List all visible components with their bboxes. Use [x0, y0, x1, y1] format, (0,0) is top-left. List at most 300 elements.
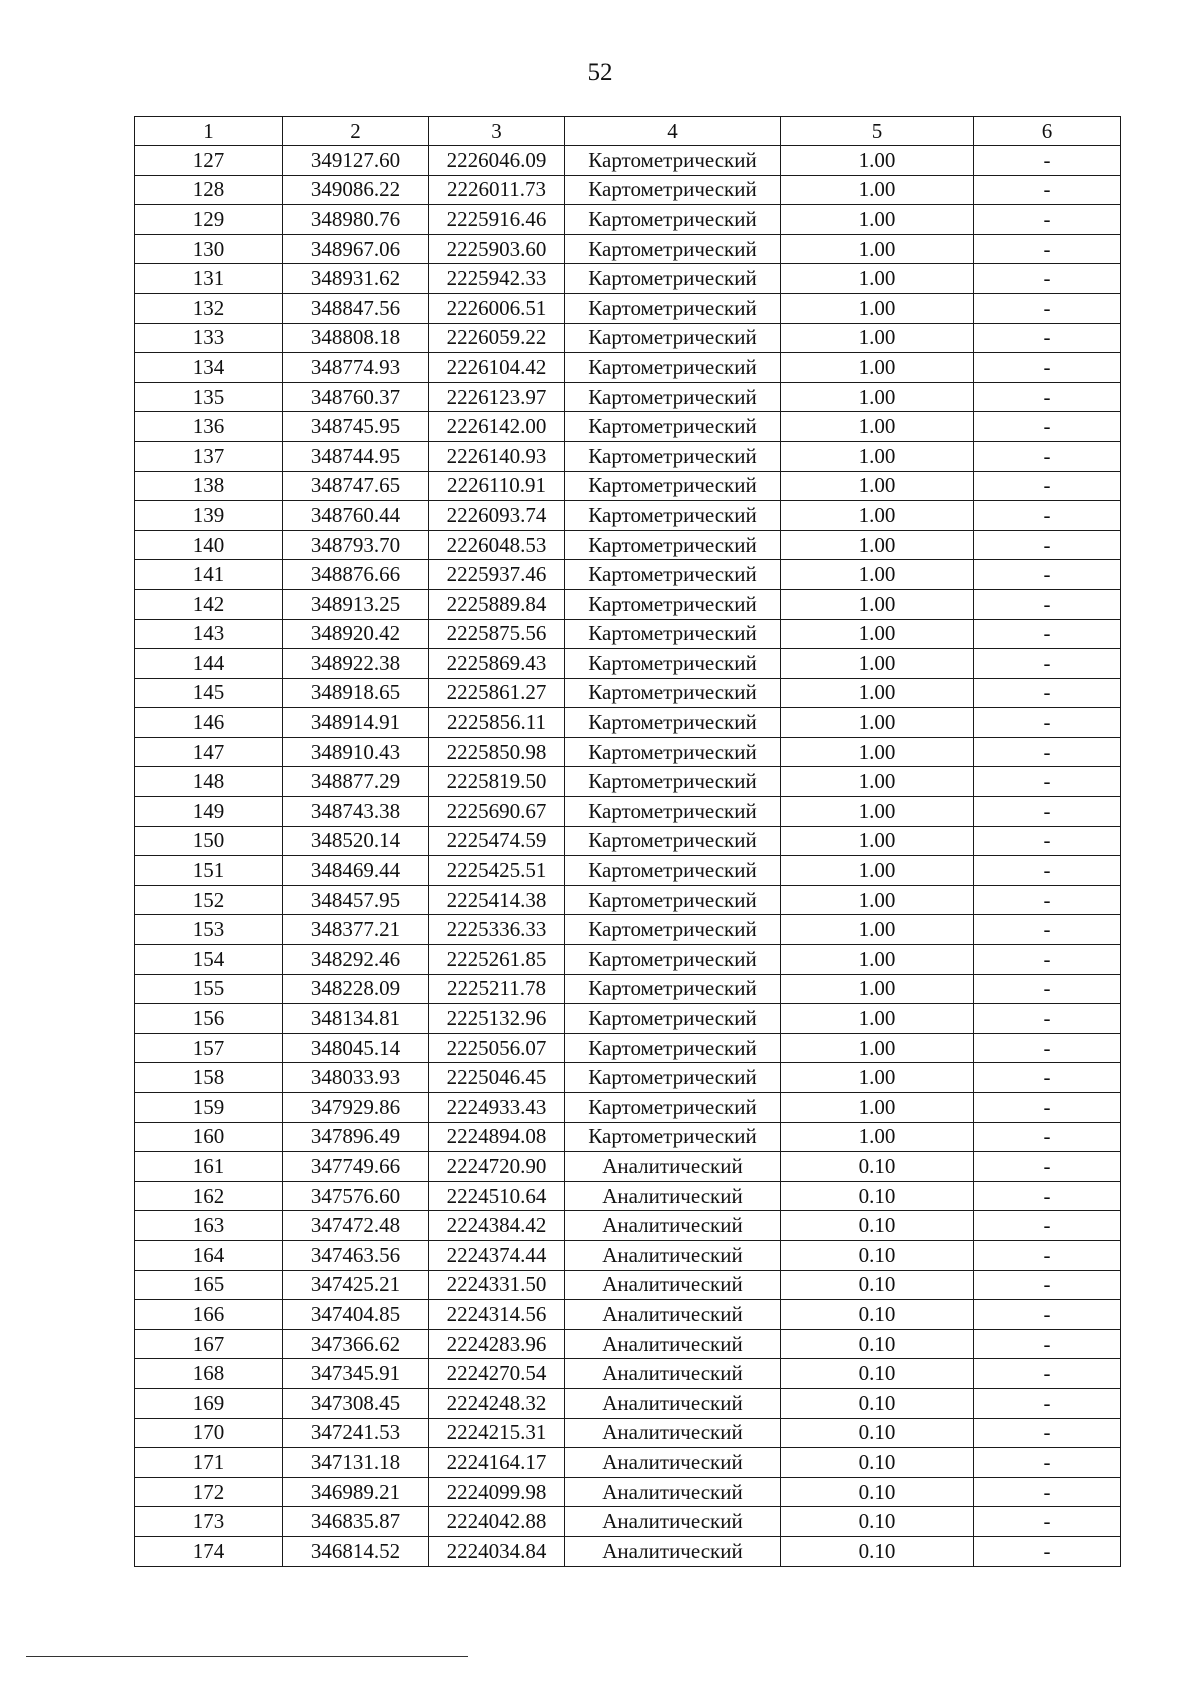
- cell-description: -: [974, 1211, 1121, 1241]
- table-row: [135, 797, 1121, 827]
- cell-description: -: [974, 678, 1121, 708]
- cell-description: -: [974, 1477, 1121, 1507]
- cell-y: 2226011.73: [429, 175, 565, 205]
- cell-method: Аналитический: [565, 1181, 781, 1211]
- cell-description: -: [974, 915, 1121, 945]
- cell-method: Картометрический: [565, 205, 781, 235]
- cell-y: 2224374.44: [429, 1240, 565, 1270]
- cell-x: 348744.95: [283, 441, 429, 471]
- cell-accuracy: 1.00: [781, 205, 974, 235]
- cell-y: 2225261.85: [429, 945, 565, 975]
- cell-accuracy: 1.00: [781, 471, 974, 501]
- header-cell-method: 4: [565, 117, 781, 146]
- cell-x: 347472.48: [283, 1211, 429, 1241]
- cell-y: 2226059.22: [429, 323, 565, 353]
- cell-method: Картометрический: [565, 234, 781, 264]
- cell-method: Картометрический: [565, 619, 781, 649]
- cell-point-number: 141: [135, 560, 283, 590]
- cell-y: 2224510.64: [429, 1181, 565, 1211]
- table-row: [135, 1300, 1121, 1330]
- cell-y: 2225916.46: [429, 205, 565, 235]
- table-row: [135, 353, 1121, 383]
- cell-y: 2224720.90: [429, 1152, 565, 1182]
- cell-method: Картометрический: [565, 826, 781, 856]
- cell-x: 348134.81: [283, 1004, 429, 1034]
- cell-description: -: [974, 1418, 1121, 1448]
- cell-x: 347896.49: [283, 1122, 429, 1152]
- cell-x: 349086.22: [283, 175, 429, 205]
- cell-x: 348760.37: [283, 382, 429, 412]
- cell-method: Аналитический: [565, 1359, 781, 1389]
- cell-x: 348922.38: [283, 649, 429, 679]
- cell-x: 347404.85: [283, 1300, 429, 1330]
- cell-point-number: 157: [135, 1033, 283, 1063]
- cell-accuracy: 1.00: [781, 1063, 974, 1093]
- cell-accuracy: 1.00: [781, 323, 974, 353]
- cell-y: 2224331.50: [429, 1270, 565, 1300]
- cell-y: 2224248.32: [429, 1388, 565, 1418]
- cell-method: Картометрический: [565, 767, 781, 797]
- cell-method: Картометрический: [565, 885, 781, 915]
- table-row: [135, 737, 1121, 767]
- cell-x: 347131.18: [283, 1448, 429, 1478]
- cell-x: 347929.86: [283, 1093, 429, 1123]
- table-row: [135, 293, 1121, 323]
- cell-description: -: [974, 1181, 1121, 1211]
- cell-point-number: 136: [135, 412, 283, 442]
- cell-description: -: [974, 323, 1121, 353]
- cell-method: Картометрический: [565, 412, 781, 442]
- cell-x: 348033.93: [283, 1063, 429, 1093]
- cell-point-number: 165: [135, 1270, 283, 1300]
- cell-point-number: 168: [135, 1359, 283, 1389]
- cell-method: Картометрический: [565, 323, 781, 353]
- table-row: [135, 1270, 1121, 1300]
- cell-point-number: 155: [135, 974, 283, 1004]
- cell-description: -: [974, 1004, 1121, 1034]
- cell-description: -: [974, 501, 1121, 531]
- table-row: [135, 945, 1121, 975]
- cell-x: 348876.66: [283, 560, 429, 590]
- cell-x: 348747.65: [283, 471, 429, 501]
- table-row: [135, 234, 1121, 264]
- cell-method: Картометрический: [565, 797, 781, 827]
- cell-point-number: 147: [135, 737, 283, 767]
- cell-method: Картометрический: [565, 1004, 781, 1034]
- cell-method: Аналитический: [565, 1300, 781, 1330]
- cell-description: -: [974, 441, 1121, 471]
- table-row: [135, 1033, 1121, 1063]
- cell-x: 348913.25: [283, 589, 429, 619]
- cell-x: 348847.56: [283, 293, 429, 323]
- table-row: [135, 1152, 1121, 1182]
- cell-description: -: [974, 471, 1121, 501]
- cell-x: 348980.76: [283, 205, 429, 235]
- cell-method: Аналитический: [565, 1536, 781, 1566]
- cell-method: Картометрический: [565, 649, 781, 679]
- header-cell-y: 3: [429, 117, 565, 146]
- cell-method: Картометрический: [565, 678, 781, 708]
- cell-point-number: 142: [135, 589, 283, 619]
- table-row: [135, 826, 1121, 856]
- table-row: [135, 1507, 1121, 1537]
- cell-y: 2225869.43: [429, 649, 565, 679]
- cell-point-number: 156: [135, 1004, 283, 1034]
- cell-accuracy: 0.10: [781, 1507, 974, 1537]
- cell-y: 2225850.98: [429, 737, 565, 767]
- cell-description: -: [974, 382, 1121, 412]
- cell-point-number: 160: [135, 1122, 283, 1152]
- table-row: [135, 323, 1121, 353]
- cell-point-number: 162: [135, 1181, 283, 1211]
- cell-x: 348520.14: [283, 826, 429, 856]
- cell-method: Картометрический: [565, 530, 781, 560]
- cell-y: 2225819.50: [429, 767, 565, 797]
- cell-accuracy: 1.00: [781, 619, 974, 649]
- cell-accuracy: 1.00: [781, 264, 974, 294]
- cell-accuracy: 1.00: [781, 767, 974, 797]
- cell-method: Картометрический: [565, 737, 781, 767]
- cell-accuracy: 0.10: [781, 1418, 974, 1448]
- cell-x: 346814.52: [283, 1536, 429, 1566]
- cell-method: Картометрический: [565, 353, 781, 383]
- cell-y: 2225690.67: [429, 797, 565, 827]
- cell-description: -: [974, 767, 1121, 797]
- cell-point-number: 164: [135, 1240, 283, 1270]
- cell-x: 346835.87: [283, 1507, 429, 1537]
- cell-x: 347425.21: [283, 1270, 429, 1300]
- cell-method: Картометрический: [565, 1063, 781, 1093]
- header-cell-accuracy: 5: [781, 117, 974, 146]
- cell-x: 347463.56: [283, 1240, 429, 1270]
- cell-point-number: 171: [135, 1448, 283, 1478]
- cell-method: Картометрический: [565, 560, 781, 590]
- cell-y: 2224314.56: [429, 1300, 565, 1330]
- cell-y: 2224215.31: [429, 1418, 565, 1448]
- cell-y: 2226093.74: [429, 501, 565, 531]
- table-row: [135, 1240, 1121, 1270]
- page-number: 52: [587, 59, 613, 86]
- cell-y: 2224042.88: [429, 1507, 565, 1537]
- cell-x: 346989.21: [283, 1477, 429, 1507]
- table-row: [135, 1477, 1121, 1507]
- cell-method: Картометрический: [565, 1122, 781, 1152]
- cell-description: -: [974, 945, 1121, 975]
- table-row: [135, 146, 1121, 176]
- table-row: [135, 412, 1121, 442]
- cell-accuracy: 0.10: [781, 1388, 974, 1418]
- cell-point-number: 159: [135, 1093, 283, 1123]
- cell-x: 348793.70: [283, 530, 429, 560]
- cell-point-number: 129: [135, 205, 283, 235]
- cell-accuracy: 1.00: [781, 589, 974, 619]
- cell-description: -: [974, 797, 1121, 827]
- cell-method: Аналитический: [565, 1388, 781, 1418]
- cell-accuracy: 0.10: [781, 1211, 974, 1241]
- cell-accuracy: 0.10: [781, 1152, 974, 1182]
- cell-accuracy: 1.00: [781, 678, 974, 708]
- cell-y: 2225056.07: [429, 1033, 565, 1063]
- cell-point-number: 148: [135, 767, 283, 797]
- cell-accuracy: 1.00: [781, 146, 974, 176]
- cell-description: -: [974, 264, 1121, 294]
- cell-accuracy: 0.10: [781, 1270, 974, 1300]
- cell-accuracy: 1.00: [781, 501, 974, 531]
- cell-method: Картометрический: [565, 945, 781, 975]
- cell-accuracy: 0.10: [781, 1477, 974, 1507]
- cell-point-number: 167: [135, 1329, 283, 1359]
- cell-y: 2225336.33: [429, 915, 565, 945]
- cell-method: Картометрический: [565, 264, 781, 294]
- cell-point-number: 131: [135, 264, 283, 294]
- cell-description: -: [974, 234, 1121, 264]
- cell-x: 348457.95: [283, 885, 429, 915]
- cell-method: Аналитический: [565, 1211, 781, 1241]
- cell-description: -: [974, 1536, 1121, 1566]
- cell-x: 348910.43: [283, 737, 429, 767]
- table-row: [135, 678, 1121, 708]
- cell-method: Аналитический: [565, 1152, 781, 1182]
- cell-description: -: [974, 708, 1121, 738]
- header-cell-point-number: 1: [135, 117, 283, 146]
- cell-x: 348914.91: [283, 708, 429, 738]
- cell-x: 348045.14: [283, 1033, 429, 1063]
- cell-point-number: 134: [135, 353, 283, 383]
- table-row: [135, 1063, 1121, 1093]
- table-row: [135, 1004, 1121, 1034]
- cell-y: 2225937.46: [429, 560, 565, 590]
- cell-point-number: 163: [135, 1211, 283, 1241]
- cell-point-number: 145: [135, 678, 283, 708]
- cell-accuracy: 1.00: [781, 234, 974, 264]
- cell-y: 2226006.51: [429, 293, 565, 323]
- cell-x: 348774.93: [283, 353, 429, 383]
- cell-x: 348760.44: [283, 501, 429, 531]
- cell-method: Картометрический: [565, 293, 781, 323]
- cell-point-number: 127: [135, 146, 283, 176]
- cell-y: 2226140.93: [429, 441, 565, 471]
- cell-accuracy: 1.00: [781, 441, 974, 471]
- cell-accuracy: 0.10: [781, 1329, 974, 1359]
- cell-x: 347345.91: [283, 1359, 429, 1389]
- cell-accuracy: 1.00: [781, 175, 974, 205]
- cell-accuracy: 1.00: [781, 885, 974, 915]
- cell-y: 2226110.91: [429, 471, 565, 501]
- cell-method: Аналитический: [565, 1270, 781, 1300]
- cell-description: -: [974, 856, 1121, 886]
- cell-point-number: 151: [135, 856, 283, 886]
- cell-point-number: 146: [135, 708, 283, 738]
- table-row: [135, 649, 1121, 679]
- cell-y: 2225132.96: [429, 1004, 565, 1034]
- table-row: [135, 1181, 1121, 1211]
- cell-point-number: 172: [135, 1477, 283, 1507]
- cell-method: Картометрический: [565, 382, 781, 412]
- cell-description: -: [974, 1507, 1121, 1537]
- cell-point-number: 144: [135, 649, 283, 679]
- table-row: [135, 915, 1121, 945]
- cell-y: 2225856.11: [429, 708, 565, 738]
- cell-accuracy: 1.00: [781, 649, 974, 679]
- cell-description: -: [974, 205, 1121, 235]
- cell-x: 347576.60: [283, 1181, 429, 1211]
- cell-y: 2225861.27: [429, 678, 565, 708]
- cell-description: -: [974, 146, 1121, 176]
- header-cell-description: 6: [974, 117, 1121, 146]
- cell-y: 2224384.42: [429, 1211, 565, 1241]
- cell-x: 349127.60: [283, 146, 429, 176]
- cell-y: 2225942.33: [429, 264, 565, 294]
- cell-y: 2225414.38: [429, 885, 565, 915]
- cell-point-number: 152: [135, 885, 283, 915]
- table-row: [135, 1093, 1121, 1123]
- cell-description: -: [974, 530, 1121, 560]
- cell-method: Картометрический: [565, 146, 781, 176]
- cell-point-number: 128: [135, 175, 283, 205]
- cell-description: -: [974, 619, 1121, 649]
- cell-x: 348228.09: [283, 974, 429, 1004]
- cell-accuracy: 1.00: [781, 945, 974, 975]
- cell-point-number: 166: [135, 1300, 283, 1330]
- table-row: [135, 1536, 1121, 1566]
- cell-description: -: [974, 826, 1121, 856]
- cell-x: 347241.53: [283, 1418, 429, 1448]
- cell-y: 2225046.45: [429, 1063, 565, 1093]
- cell-y: 2224034.84: [429, 1536, 565, 1566]
- cell-description: -: [974, 1270, 1121, 1300]
- cell-x: 347366.62: [283, 1329, 429, 1359]
- cell-accuracy: 1.00: [781, 1033, 974, 1063]
- cell-accuracy: 0.10: [781, 1181, 974, 1211]
- header-cell-x: 2: [283, 117, 429, 146]
- cell-x: 348808.18: [283, 323, 429, 353]
- cell-y: 2225474.59: [429, 826, 565, 856]
- table-row: [135, 1211, 1121, 1241]
- cell-y: 2225211.78: [429, 974, 565, 1004]
- cell-y: 2224164.17: [429, 1448, 565, 1478]
- cell-x: 348967.06: [283, 234, 429, 264]
- cell-description: -: [974, 1033, 1121, 1063]
- cell-point-number: 154: [135, 945, 283, 975]
- cell-method: Картометрический: [565, 1033, 781, 1063]
- cell-point-number: 149: [135, 797, 283, 827]
- cell-point-number: 135: [135, 382, 283, 412]
- cell-method: Картометрический: [565, 175, 781, 205]
- table-row: [135, 1359, 1121, 1389]
- cell-method: Аналитический: [565, 1448, 781, 1478]
- cell-accuracy: 1.00: [781, 293, 974, 323]
- table-row: [135, 560, 1121, 590]
- cell-accuracy: 1.00: [781, 412, 974, 442]
- cell-accuracy: 1.00: [781, 353, 974, 383]
- cell-description: -: [974, 412, 1121, 442]
- cell-description: -: [974, 1063, 1121, 1093]
- cell-y: 2224894.08: [429, 1122, 565, 1152]
- cell-description: -: [974, 589, 1121, 619]
- cell-y: 2225889.84: [429, 589, 565, 619]
- cell-description: -: [974, 1448, 1121, 1478]
- cell-method: Картометрический: [565, 1093, 781, 1123]
- cell-point-number: 174: [135, 1536, 283, 1566]
- cell-point-number: 130: [135, 234, 283, 264]
- cell-point-number: 139: [135, 501, 283, 531]
- table-row: [135, 175, 1121, 205]
- cell-accuracy: 0.10: [781, 1536, 974, 1566]
- cell-accuracy: 1.00: [781, 1093, 974, 1123]
- cell-accuracy: 1.00: [781, 797, 974, 827]
- table-row: [135, 382, 1121, 412]
- header-row: [135, 117, 1121, 146]
- cell-method: Картометрический: [565, 589, 781, 619]
- cell-description: -: [974, 1152, 1121, 1182]
- table-body: [135, 146, 1121, 1567]
- table-row: [135, 619, 1121, 649]
- cell-accuracy: 1.00: [781, 1122, 974, 1152]
- cell-description: -: [974, 293, 1121, 323]
- cell-point-number: 169: [135, 1388, 283, 1418]
- cell-method: Картометрический: [565, 974, 781, 1004]
- cell-accuracy: 1.00: [781, 560, 974, 590]
- cell-x: 348377.21: [283, 915, 429, 945]
- table-row: [135, 1448, 1121, 1478]
- table-row: [135, 441, 1121, 471]
- table-row: [135, 1418, 1121, 1448]
- table-row: [135, 1388, 1121, 1418]
- cell-x: 348920.42: [283, 619, 429, 649]
- cell-accuracy: 0.10: [781, 1448, 974, 1478]
- cell-point-number: 137: [135, 441, 283, 471]
- cell-accuracy: 1.00: [781, 974, 974, 1004]
- cell-method: Аналитический: [565, 1240, 781, 1270]
- cell-point-number: 132: [135, 293, 283, 323]
- cell-point-number: 158: [135, 1063, 283, 1093]
- cell-y: 2225425.51: [429, 856, 565, 886]
- cell-point-number: 153: [135, 915, 283, 945]
- cell-method: Аналитический: [565, 1477, 781, 1507]
- cell-y: 2226142.00: [429, 412, 565, 442]
- cell-method: Аналитический: [565, 1507, 781, 1537]
- cell-y: 2224283.96: [429, 1329, 565, 1359]
- table-row: [135, 589, 1121, 619]
- cell-description: -: [974, 560, 1121, 590]
- table-header: [135, 117, 1121, 146]
- cell-method: Картометрический: [565, 856, 781, 886]
- cell-x: 348469.44: [283, 856, 429, 886]
- cell-y: 2224270.54: [429, 1359, 565, 1389]
- cell-description: -: [974, 885, 1121, 915]
- cell-x: 348877.29: [283, 767, 429, 797]
- cell-y: 2224099.98: [429, 1477, 565, 1507]
- cell-description: -: [974, 175, 1121, 205]
- table-row: [135, 1329, 1121, 1359]
- cell-x: 347749.66: [283, 1152, 429, 1182]
- cell-method: Картометрический: [565, 441, 781, 471]
- cell-y: 2226046.09: [429, 146, 565, 176]
- table-row: [135, 1122, 1121, 1152]
- cell-accuracy: 0.10: [781, 1300, 974, 1330]
- cell-accuracy: 1.00: [781, 1004, 974, 1034]
- cell-accuracy: 1.00: [781, 382, 974, 412]
- cell-method: Картометрический: [565, 915, 781, 945]
- cell-method: Аналитический: [565, 1418, 781, 1448]
- cell-accuracy: 1.00: [781, 708, 974, 738]
- table-row: [135, 530, 1121, 560]
- cell-accuracy: 1.00: [781, 856, 974, 886]
- cell-accuracy: 1.00: [781, 737, 974, 767]
- cell-y: 2225875.56: [429, 619, 565, 649]
- cell-method: Аналитический: [565, 1329, 781, 1359]
- cell-description: -: [974, 1359, 1121, 1389]
